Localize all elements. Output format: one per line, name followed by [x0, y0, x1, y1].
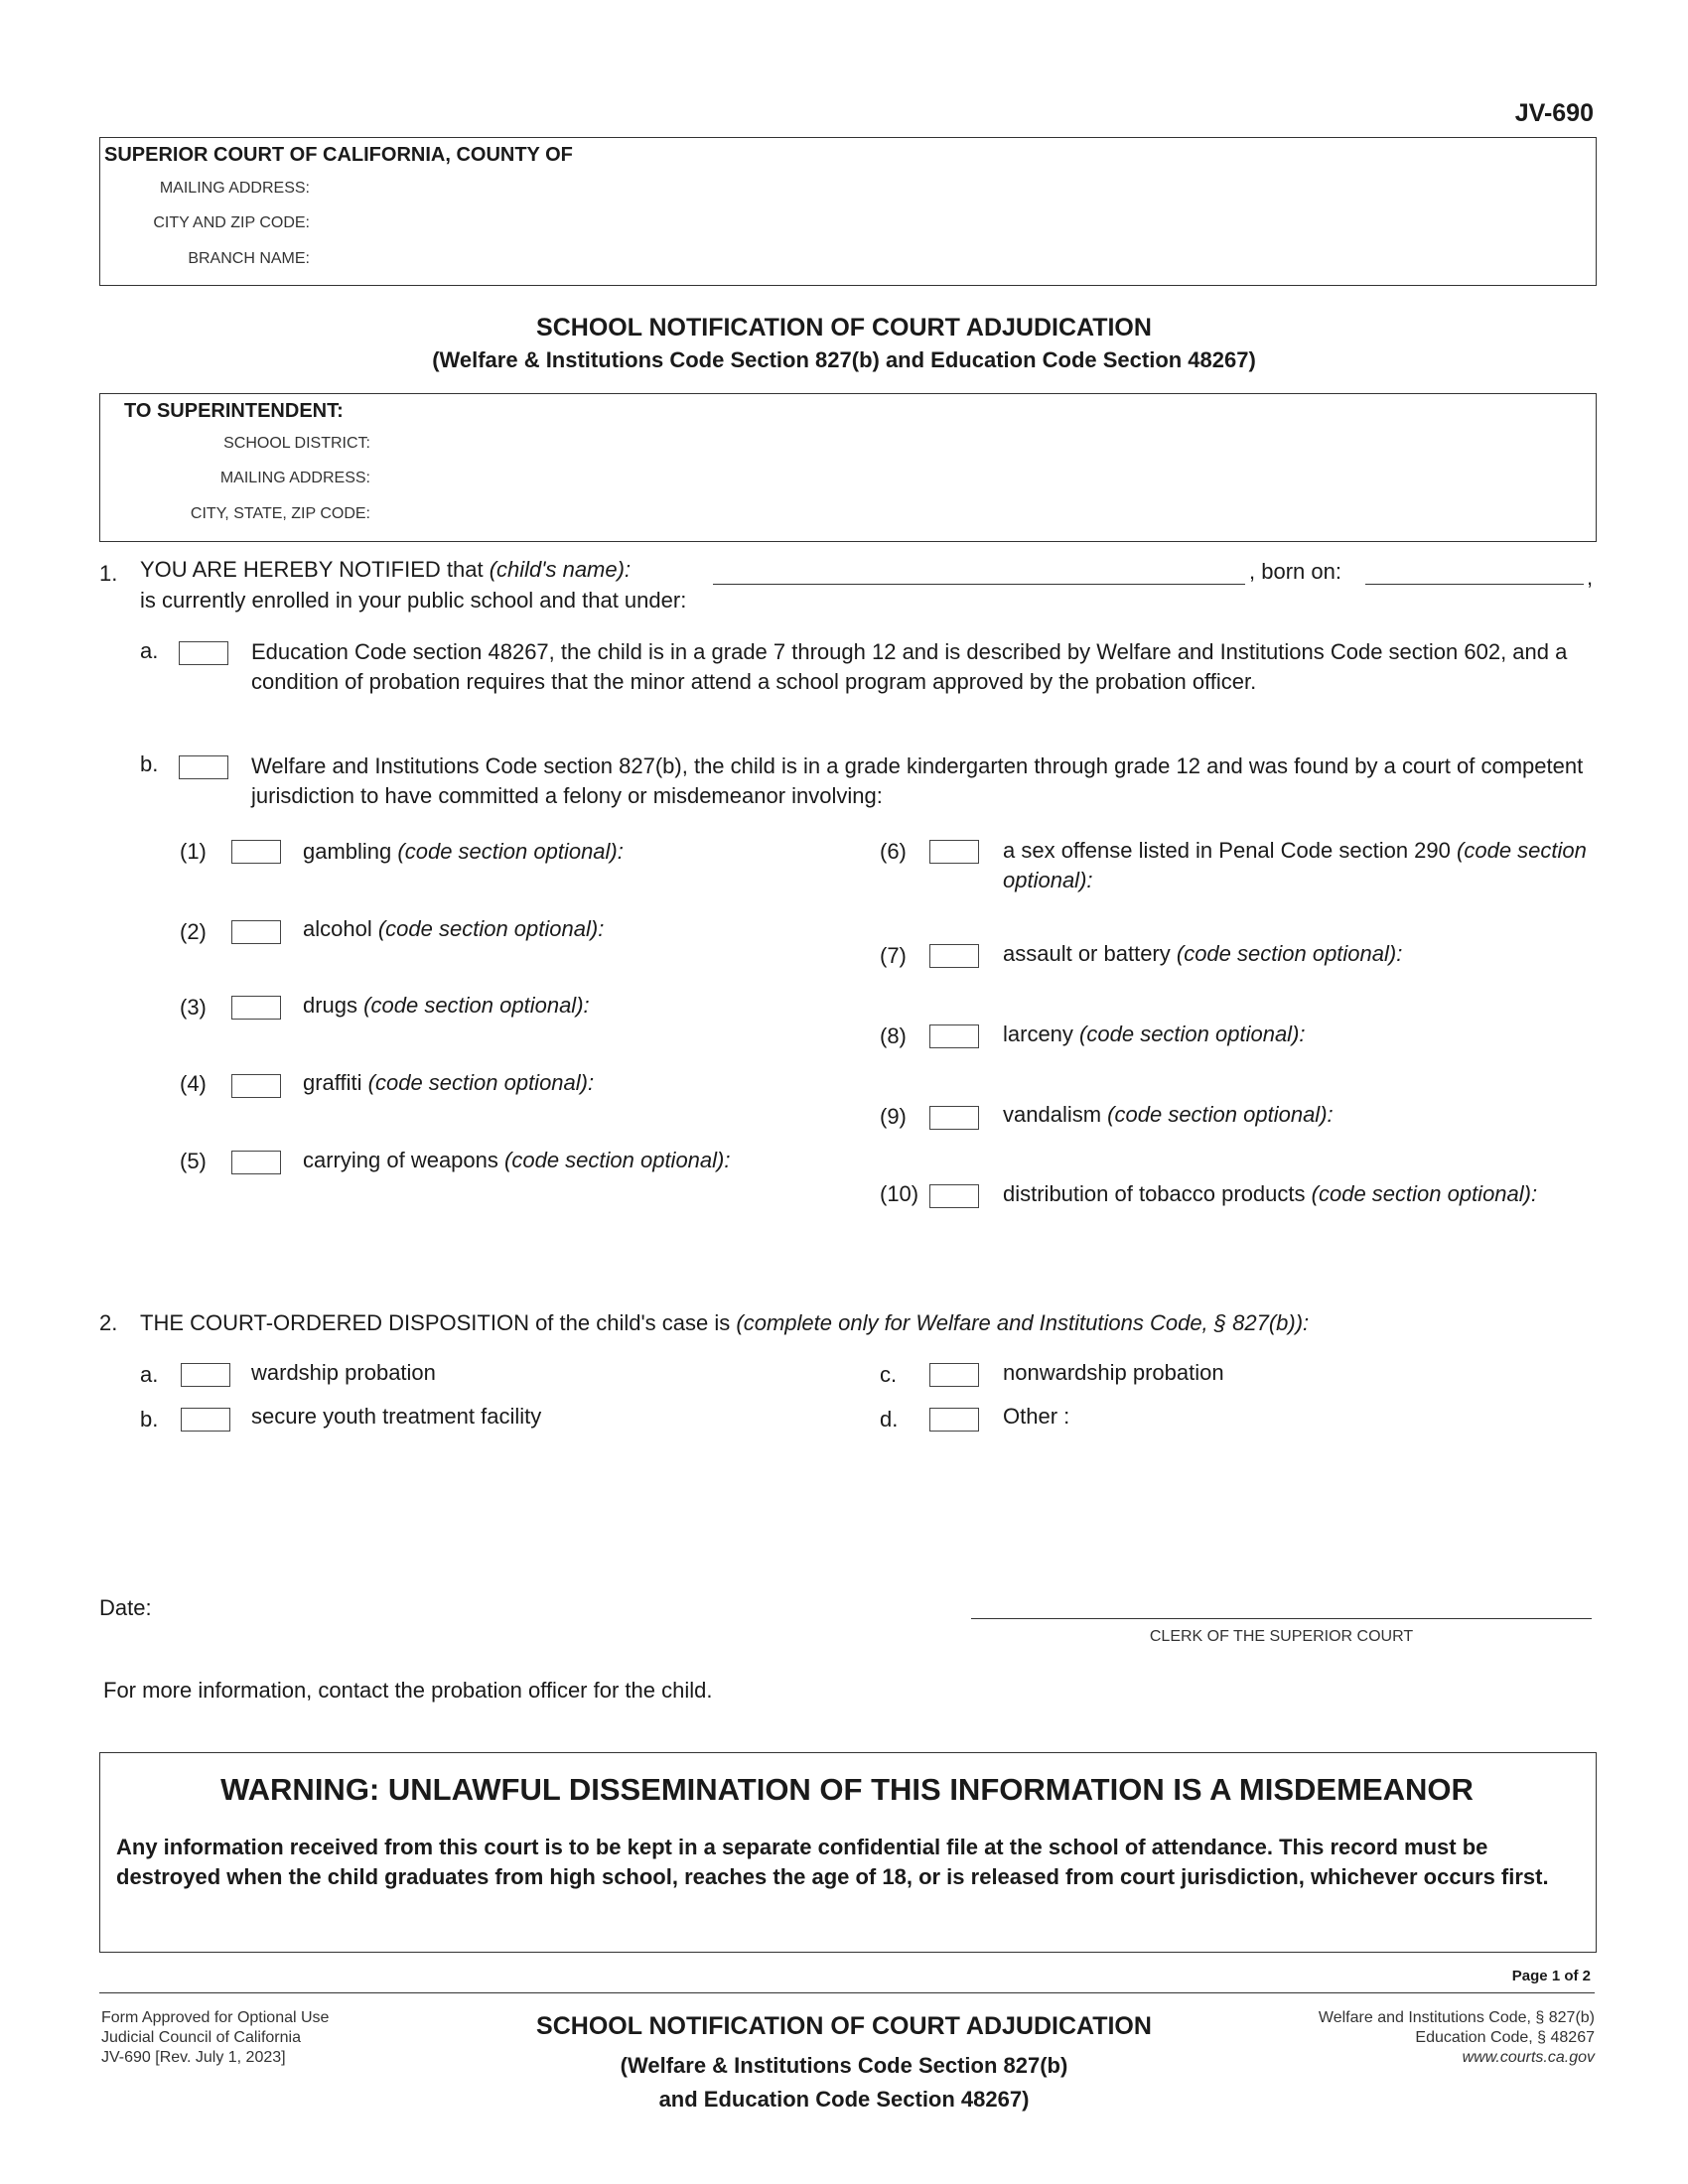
- offense-4-number: (4): [180, 1071, 207, 1096]
- court-branch-label: BRANCH NAME:: [188, 250, 310, 267]
- form-title: SCHOOL NOTIFICATION OF COURT ADJUDICATION: [536, 314, 1152, 341]
- item1a-letter: a.: [140, 638, 159, 663]
- footer-right: [1319, 2008, 1595, 2068]
- court-mailing-address-label: MAILING ADDRESS:: [159, 180, 310, 197]
- disposition-c-letter: c.: [880, 1362, 898, 1387]
- birth-date-field[interactable]: [1365, 584, 1584, 585]
- offense-10-checkbox[interactable]: [929, 1184, 979, 1208]
- offense-2-number: (2): [180, 919, 207, 944]
- superintendent-city-state-zip-label: CITY, STATE, ZIP CODE:: [190, 505, 370, 522]
- offense-8-number: (8): [880, 1024, 907, 1048]
- offense-6-text: a sex offense listed in Penal Code section 290: [1003, 838, 1451, 863]
- clerk-label: CLERK OF THE SUPERIOR COURT: [1149, 1628, 1414, 1645]
- disposition-b-letter: b.: [140, 1407, 159, 1432]
- child-name-field[interactable]: [713, 584, 1245, 585]
- offense-4-label: [303, 1068, 594, 1098]
- offense-5-checkbox[interactable]: [231, 1151, 281, 1174]
- school-district-label: SCHOOL DISTRICT:: [223, 435, 370, 452]
- item1b-checkbox[interactable]: [179, 755, 228, 779]
- offense-3-note: (code section optional):: [363, 993, 590, 1018]
- disposition-a-label: wardship probation: [251, 1360, 436, 1385]
- offense-8-text: larceny: [1003, 1022, 1073, 1046]
- offense-9-text: vandalism: [1003, 1102, 1102, 1127]
- offense-5-text: carrying of weapons: [303, 1148, 498, 1172]
- offense-9-label: [1003, 1100, 1334, 1130]
- child-name-label: (child's name):: [489, 557, 632, 582]
- footer-rule: [99, 1992, 1595, 1993]
- footer-title: SCHOOL NOTIFICATION OF COURT ADJUDICATION: [536, 2012, 1152, 2040]
- offense-4-note: (code section optional):: [367, 1070, 595, 1095]
- disposition-b-label: secure youth treatment facility: [251, 1404, 542, 1429]
- offense-9-number: (9): [880, 1104, 907, 1129]
- form-id: JV-690: [1514, 99, 1594, 127]
- footer-left-line1: Form Approved for Optional Use: [101, 2009, 330, 2026]
- disposition-d-label: Other :: [1003, 1404, 1070, 1429]
- item1-lead: [140, 555, 631, 585]
- footer-right-line1: Welfare and Institutions Code, § 827(b): [1318, 2009, 1595, 2026]
- courts-website-link[interactable]: www.courts.ca.gov: [1462, 2049, 1595, 2066]
- born-on-label: , born on:: [1249, 559, 1341, 584]
- superintendent-mailing-address-label: MAILING ADDRESS:: [219, 470, 370, 486]
- offense-10-number: (10): [880, 1181, 919, 1206]
- item1-lead-text: YOU ARE HEREBY NOTIFIED that: [140, 557, 484, 582]
- item2-lead: [140, 1308, 1309, 1338]
- item1-line2: is currently enrolled in your public school and that under:: [140, 588, 687, 613]
- offense-1-checkbox[interactable]: [231, 840, 281, 864]
- superintendent-heading: TO SUPERINTENDENT:: [124, 400, 344, 422]
- item2-note: (complete only for Welfare and Institutions Code, § 827(b)):: [736, 1310, 1310, 1335]
- form-subtitle: (Welfare & Institutions Code Section 827(b) and Education Code Section 48267): [432, 347, 1256, 372]
- item2-lead-text: THE COURT-ORDERED DISPOSITION of the child's case is: [140, 1310, 731, 1335]
- offense-7-text: assault or battery: [1003, 941, 1171, 966]
- offense-10-note: (code section optional):: [1311, 1181, 1538, 1206]
- offense-7-number: (7): [880, 943, 907, 968]
- warning-body: Any information received from this court is to be kept in a separate confidential file at the school of attendance. This record must be destroyed when the child graduates from high school, reaches the age of 18, or is released from court jurisdiction, whichever occurs first.: [116, 1835, 1549, 1889]
- offense-5-note: (code section optional):: [504, 1148, 731, 1172]
- offense-8-label: [1003, 1020, 1306, 1049]
- offense-10-text: distribution of tobacco products: [1003, 1181, 1306, 1206]
- offense-6-label: [1003, 836, 1594, 895]
- disposition-c-checkbox[interactable]: [929, 1363, 979, 1387]
- item1b-text: Welfare and Institutions Code section 827(b), the child is in a grade kindergarten through grade 12 and was found by a court of competent jurisdiction to have committed a felony or misdemeanor involving:: [251, 753, 1584, 808]
- offense-3-label: [303, 991, 590, 1021]
- warning-heading: WARNING: UNLAWFUL DISSEMINATION OF THIS INFORMATION IS A MISDEMEANOR: [220, 1772, 1474, 1807]
- offense-2-note: (code section optional):: [377, 916, 605, 941]
- court-city-zip-label: CITY AND ZIP CODE:: [153, 214, 310, 231]
- offense-6-checkbox[interactable]: [929, 840, 979, 864]
- offense-9-note: (code section optional):: [1107, 1102, 1334, 1127]
- clerk-signature-line[interactable]: [971, 1618, 1592, 1619]
- info-line: For more information, contact the probation officer for the child.: [103, 1678, 713, 1703]
- offense-8-note: (code section optional):: [1079, 1022, 1306, 1046]
- offense-1-label: [303, 837, 624, 867]
- footer-subtitle-1: (Welfare & Institutions Code Section 827(b): [620, 2053, 1068, 2078]
- offense-1-text: gambling: [303, 839, 392, 864]
- offense-5-label: [303, 1146, 730, 1175]
- footer-left-line2: Judicial Council of California: [101, 2029, 301, 2046]
- disposition-c-label: nonwardship probation: [1003, 1360, 1224, 1385]
- item1b-letter: b.: [140, 751, 159, 776]
- offense-1-note: (code section optional):: [397, 839, 624, 864]
- disposition-d-checkbox[interactable]: [929, 1408, 979, 1432]
- offense-5-number: (5): [180, 1149, 207, 1173]
- disposition-a-letter: a.: [140, 1362, 159, 1387]
- item1a-checkbox[interactable]: [179, 641, 228, 665]
- disposition-d-letter: d.: [880, 1407, 899, 1432]
- footer-left-line3: JV-690 [Rev. July 1, 2023]: [101, 2049, 286, 2066]
- footer-left: [101, 2008, 329, 2068]
- disposition-a-checkbox[interactable]: [181, 1363, 230, 1387]
- offense-6-number: (6): [880, 839, 907, 864]
- offense-3-checkbox[interactable]: [231, 996, 281, 1020]
- offense-7-note: (code section optional):: [1176, 941, 1403, 966]
- footer-right-line2: Education Code, § 48267: [1415, 2029, 1595, 2046]
- offense-7-label: [1003, 939, 1402, 969]
- offense-1-number: (1): [180, 839, 207, 864]
- footer-subtitle-2: and Education Code Section 48267): [658, 2087, 1030, 2112]
- page-number: Page 1 of 2: [1511, 1968, 1591, 1984]
- item2-number: 2.: [99, 1310, 118, 1335]
- offense-2-label: [303, 914, 604, 944]
- offense-3-text: drugs: [303, 993, 358, 1018]
- offense-10-label: [1003, 1179, 1559, 1209]
- item1a-text: Education Code section 48267, the child is in a grade 7 through 12 and is described by Welfare and Institutions Code section 602, and a condition of probation requires that the minor attend a school program approved by the probation officer.: [251, 639, 1568, 694]
- court-heading: SUPERIOR COURT OF CALIFORNIA, COUNTY OF: [104, 144, 573, 166]
- offense-7-checkbox[interactable]: [929, 944, 979, 968]
- offense-9-checkbox[interactable]: [929, 1106, 979, 1130]
- offense-2-text: alcohol: [303, 916, 372, 941]
- offense-4-checkbox[interactable]: [231, 1074, 281, 1098]
- date-label: Date:: [99, 1595, 152, 1620]
- offense-3-number: (3): [180, 995, 207, 1020]
- offense-2-checkbox[interactable]: [231, 920, 281, 944]
- item1-number: 1.: [99, 561, 118, 586]
- disposition-b-checkbox[interactable]: [181, 1408, 230, 1432]
- offense-4-text: graffiti: [303, 1070, 362, 1095]
- born-on-comma: ,: [1587, 565, 1594, 590]
- offense-8-checkbox[interactable]: [929, 1024, 979, 1048]
- offense-6-note: (code section optional):: [1003, 838, 1587, 892]
